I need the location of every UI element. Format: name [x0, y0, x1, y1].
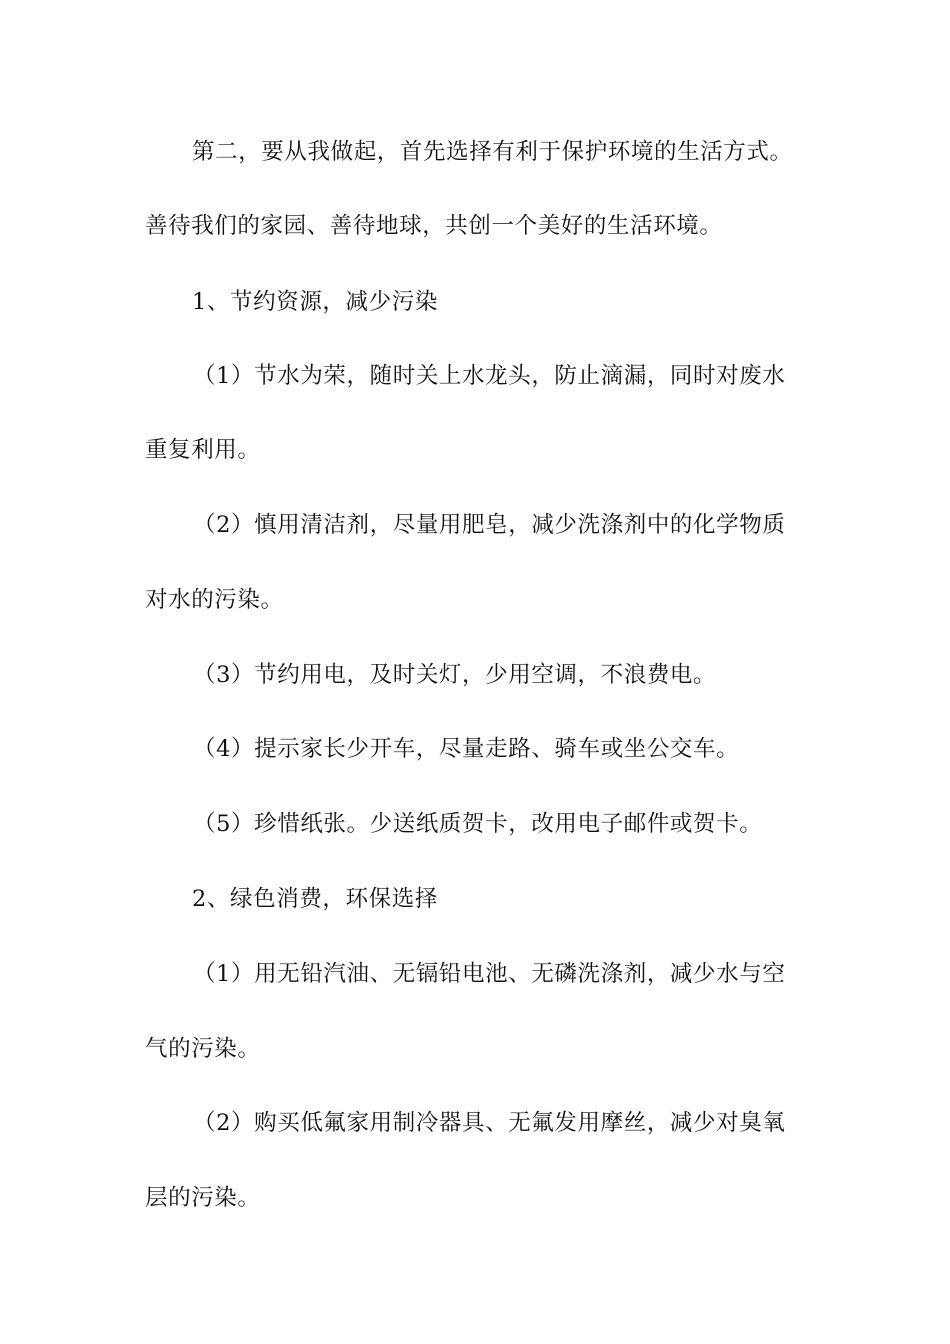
list-item: （2）购买低氟家用制冷器具、无氟发用摩丝，减少对臭氧	[193, 1110, 786, 1136]
paragraph-line: 善待我们的家园、善待地球，共创一个美好的生活环境。	[145, 213, 723, 239]
list-item: （4）提示家长少开车，尽量走路、骑车或坐公交车。	[193, 736, 740, 762]
list-item: （1）节水为荣，随时关上水龙头，防止滴漏，同时对废水	[193, 363, 786, 389]
list-item-continuation: 层的污染。	[145, 1185, 261, 1211]
list-item: （1）用无铅汽油、无镉铅电池、无磷洗涤剂，减少水与空	[193, 961, 786, 987]
list-item: （3）节约用电，及时关灯，少用空调，不浪费电。	[193, 662, 717, 688]
section-heading: 2、绿色消费，环保选择	[192, 886, 438, 912]
list-item-continuation: 重复利用。	[145, 437, 261, 463]
list-item-continuation: 气的污染。	[145, 1036, 261, 1062]
list-item-continuation: 对水的污染。	[145, 587, 284, 613]
section-heading: 1、节约资源，减少污染	[192, 289, 438, 315]
paragraph-line: 第二，要从我做起，首先选择有利于保护环境的生活方式。	[192, 139, 793, 165]
list-item: （2）慎用清洁剂，尽量用肥皂，减少洗涤剂中的化学物质	[193, 512, 786, 538]
list-item: （5）珍惜纸张。少送纸质贺卡，改用电子邮件或贺卡。	[193, 811, 763, 837]
